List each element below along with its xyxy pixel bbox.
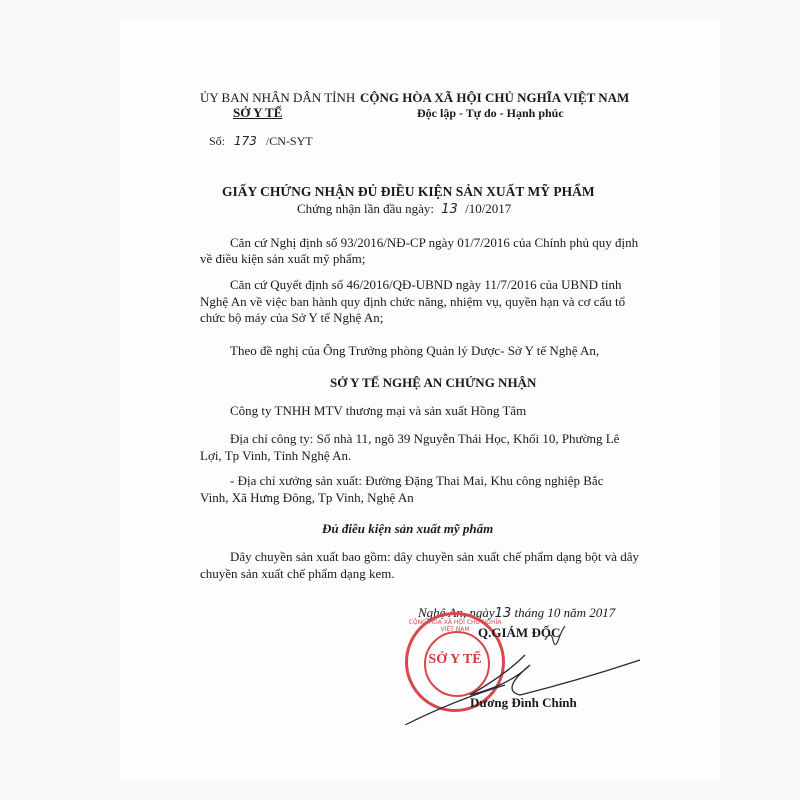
company-address-line-1: Địa chỉ công ty: Số nhà 11, ngõ 39 Nguyễn Thái Học, Khối 10, Phường Lê [230, 431, 620, 446]
production-line-1: Dây chuyền sản xuất bao gồm: dây chuyền sản xuất chế phẩm dạng bột và dây [230, 549, 640, 564]
document-number [209, 133, 313, 149]
paragraph-1-line-2: về điều kiện sản xuất mỹ phẩm; [200, 251, 366, 266]
production-line-2: chuyền sản xuất chế phẩm dạng kem. [200, 566, 395, 581]
paragraph-2-line-2: Nghệ An về việc ban hành quy định chức năng, nhiệm vụ, quyền hạn và cơ cấu tổ [200, 294, 626, 309]
department-name: SỞ Y TẾ [233, 105, 283, 120]
agency-name: ỦY BAN NHÂN DÂN TỈNH [200, 90, 356, 105]
number-suffix: /CN-SYT [265, 134, 313, 148]
date-suffix: tháng 10 năm 2017 [514, 605, 616, 620]
subtitle-suffix: /10/2017 [465, 201, 512, 216]
paragraph-3: Theo đề nghị của Ông Trưởng phòng Quản lý Dược- Sở Y tế Nghệ An, [230, 343, 600, 358]
subtitle-day: 13 [441, 202, 458, 217]
national-motto: Độc lập - Tự do - Hạnh phúc [417, 106, 564, 120]
factory-address-line-2: Vinh, Xã Hưng Đông, Tp Vinh, Nghệ An [200, 490, 414, 505]
signer-role: Q.GIÁM ĐỐC [478, 625, 561, 640]
signer-name: Dương Đình Chinh [470, 695, 577, 710]
certificate-title: GIẤY CHỨNG NHẬN ĐỦ ĐIỀU KIỆN SẢN XUẤT MỸ PHẨM [222, 184, 595, 199]
certificate-subtitle [297, 201, 511, 218]
stamp-ring-text: CỘNG HÒA XÃ HỘI CHỦ NGHĨA VIỆT NAM [408, 619, 502, 633]
section-heading-eligible: Đủ điều kiện sản xuất mỹ phẩm [322, 521, 494, 536]
date-prefix: Nghệ An, ngày [418, 605, 495, 620]
section-heading-certifies: SỞ Y TẾ NGHỆ AN CHỨNG NHẬN [330, 375, 537, 390]
company-address-line-2: Lợi, Tp Vinh, Tỉnh Nghệ An. [200, 448, 352, 463]
paragraph-1-line-1: Căn cứ Nghị định số 93/2016/NĐ-CP ngày 01/7/2016 của Chính phủ quy định [230, 235, 639, 250]
paragraph-2-line-3: chức bộ máy của Sở Y tế Nghệ An; [200, 310, 384, 325]
company-name: Công ty TNHH MTV thương mại và sản xuất Hồng Tâm [230, 403, 527, 418]
date-day: 13 [494, 606, 512, 621]
paragraph-2-line-1: Căn cứ Quyết định số 46/2016/QĐ-UBND ngày 11/7/2016 của UBND tỉnh [230, 277, 622, 292]
factory-address-line-1: - Địa chỉ xưởng sản xuất: Đường Đặng Thai Mai, Khu công nghiệp Bắc [230, 473, 604, 488]
number-prefix: Số: [209, 134, 226, 148]
number-handwritten: 173 [234, 134, 257, 148]
subtitle-prefix: Chứng nhận lần đầu ngày: [297, 201, 435, 216]
stamp-text: SỞ Y TẾ [428, 652, 482, 667]
national-title: CỘNG HÒA XÃ HỘI CHỦ NGHĨA VIỆT NAM [360, 90, 630, 105]
